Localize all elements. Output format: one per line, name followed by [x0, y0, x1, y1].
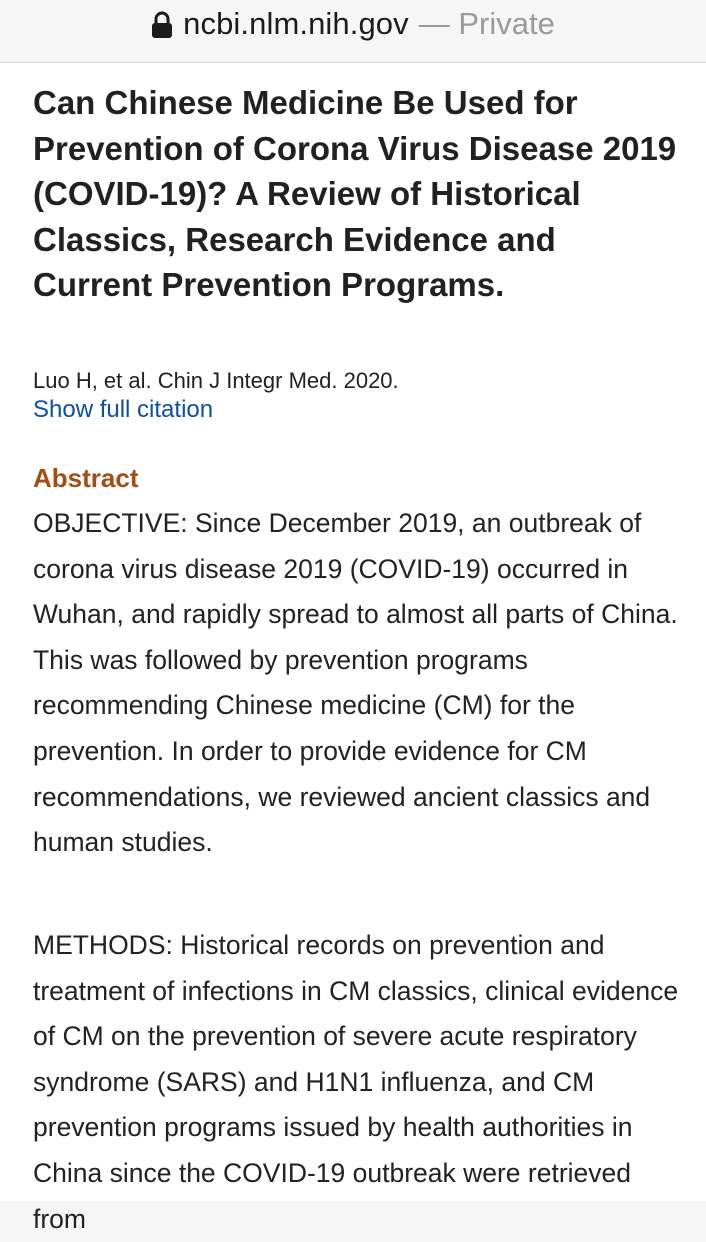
abstract-heading: Abstract [33, 463, 139, 493]
abstract-objective: OBJECTIVE: Since December 2019, an outbreak of corona virus disease 2019 (COVID-19) occurred in Wuhan, and rapidly spread to almost all parts of China. This was followed by prevention programs recommending Chinese medicine (CM) for the prevention. In order to provide evidence for CM recommendations, we reviewed ancient classics and human studies. [33, 508, 678, 858]
article-title: Can Chinese Medicine Be Used for Prevention of Corona Virus Disease 2019 (COVID-19)? A Review of Historical Classics, Research Evidence and Current Prevention Programs. [33, 84, 677, 303]
url-host: ncbi.nlm.nih.gov [183, 6, 409, 41]
url-separator: — [418, 6, 450, 41]
address-bar[interactable] [0, 0, 706, 48]
show-full-citation-link[interactable]: Show full citation [33, 396, 214, 423]
lock-icon [151, 11, 173, 39]
url-mode [419, 6, 555, 42]
private-label: Private [458, 6, 555, 41]
abstract-methods: METHODS: Historical records on prevention and treatment of infections in CM classics, clinical evidence of CM on the prevention of severe acute respiratory syndrome (SARS) and H1N1 influenza, and CM prevention programs issued by health authorities in China since the COVID-19 outbreak were retrieved from [33, 930, 679, 1234]
article-citation: Luo H, et al. Chin J Integr Med. 2020. [33, 368, 399, 393]
page-content[interactable] [0, 62, 706, 1234]
